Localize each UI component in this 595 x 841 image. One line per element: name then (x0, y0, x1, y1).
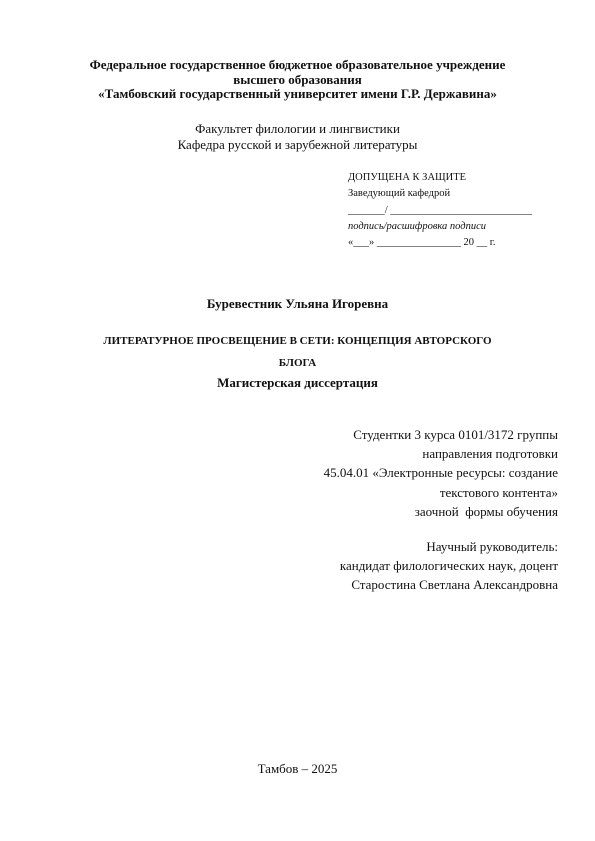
approval-title: ДОПУЩЕНА К ЗАЩИТЕ (348, 172, 467, 183)
institution-line-1: Федеральное государственное бюджетное образовательное учреждение (89, 57, 506, 72)
supervisor-name: Старостина Светлана Александровна (351, 577, 558, 593)
thesis-topic (0, 330, 595, 374)
work-type: Магистерская диссертация (217, 375, 378, 390)
approval-sign-caption: подпись/расшифровка подписи (348, 220, 486, 232)
student-line-4: текстового контента» (439, 484, 558, 500)
student-line-5: заочной формы обучения (414, 503, 558, 519)
approval-date-line: «___» ________________ 20 __ г. (348, 237, 496, 249)
student-line-1: Студентки 3 курса 0101/3172 группы (353, 427, 558, 442)
faculty-block (0, 121, 595, 153)
institution-line-3: «Тамбовский государственный университет имени Г.Р. Державина» (98, 86, 497, 101)
supervisor-label: Научный руководитель: (426, 539, 558, 554)
student-line-2: направления подготовки (422, 446, 558, 462)
thesis-topic-line-1: ЛИТЕРАТУРНОЕ ПРОСВЕЩЕНИЕ В СЕТИ: КОНЦЕПЦИЯ АВТОРСКОГО (103, 335, 492, 347)
institution-line-2: высшего образования (233, 71, 362, 87)
student-line-3: 45.04.01 «Электронные ресурсы: создание (323, 465, 558, 481)
supervisor-degree: кандидат филологических наук, доцент (339, 558, 558, 574)
institution-block (0, 58, 595, 102)
approval-sign-line: _______/ ___________________________ (348, 204, 533, 216)
city-year: Тамбов – 2025 (257, 761, 338, 776)
supervisor-block (340, 537, 558, 595)
author-name: Буревестник Ульяна Игоревна (206, 296, 389, 311)
department-name: Кафедра русской и зарубежной литературы (177, 137, 418, 152)
approval-block (348, 170, 532, 251)
faculty-name: Факультет филологии и лингвистики (195, 121, 400, 136)
thesis-topic-line-2: БЛОГА (278, 357, 317, 369)
student-block (324, 425, 558, 521)
approval-role: Заведующий кафедрой (348, 188, 451, 200)
